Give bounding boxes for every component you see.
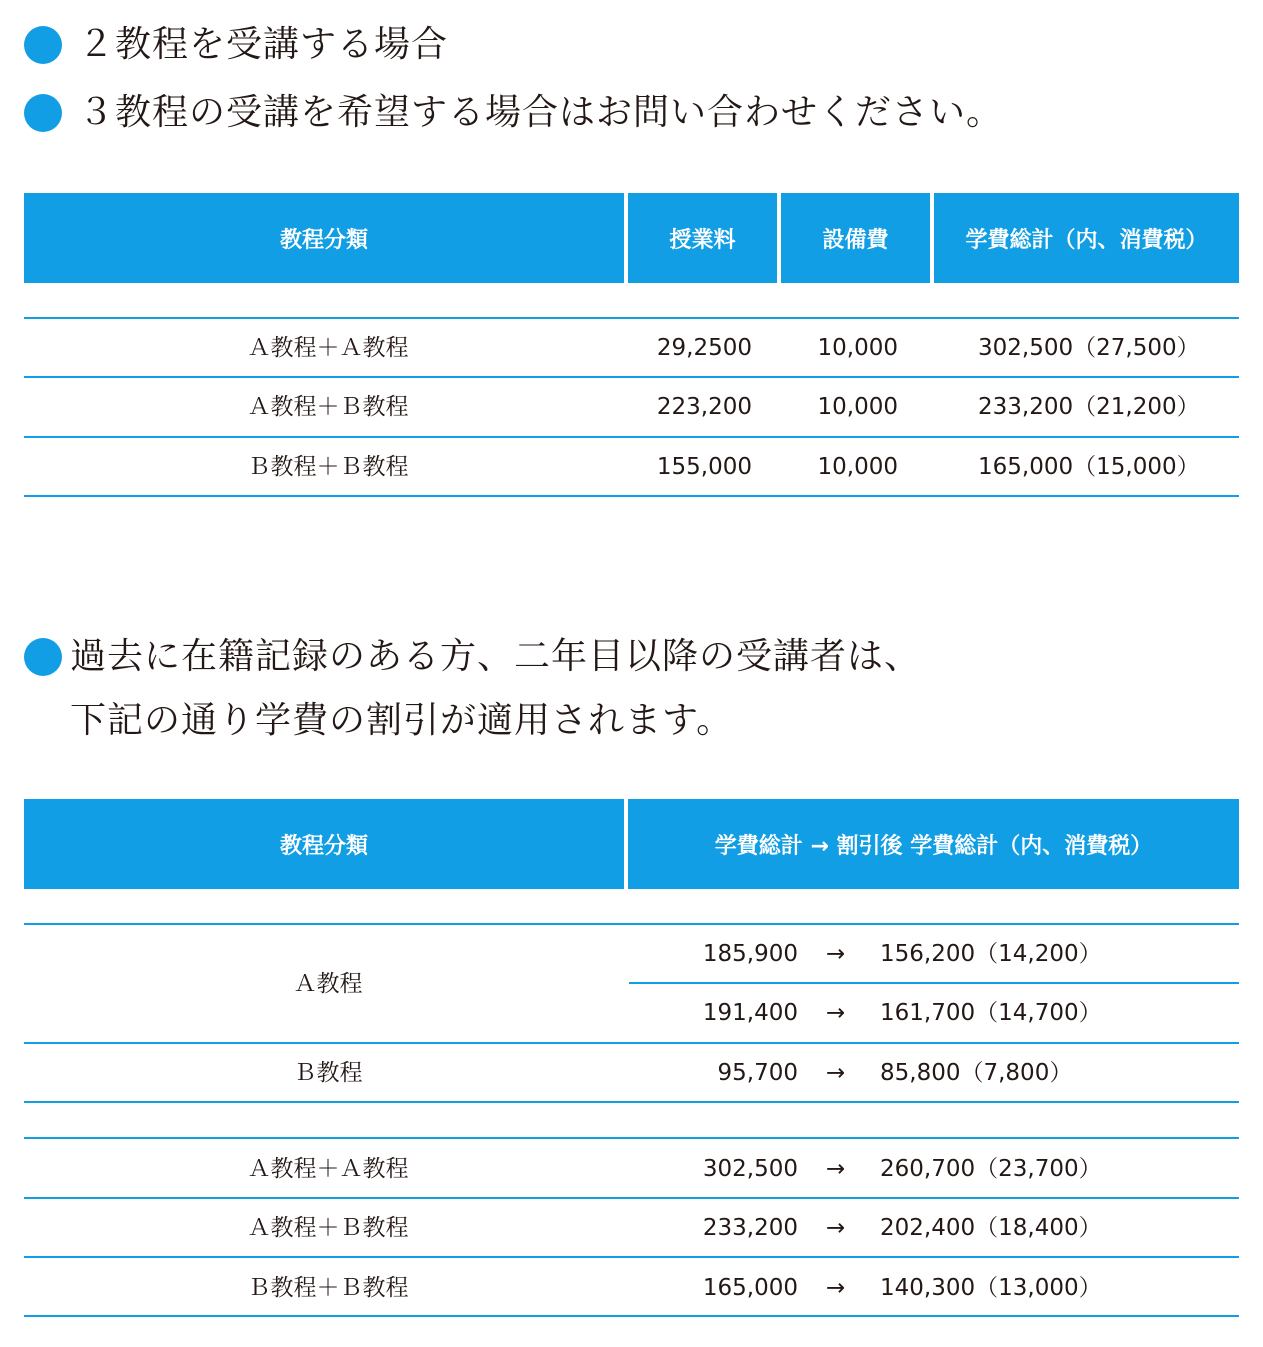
table-divider <box>24 1315 1239 1317</box>
table-divider <box>24 1042 1239 1044</box>
cell-total: 302,500（27,500） <box>978 335 1200 361</box>
cell-facility: 10,000 <box>817 335 898 361</box>
cell-tuition: 29,2500 <box>656 335 752 361</box>
cell-after: 85,800（7,800） <box>880 1060 1073 1086</box>
bullet-dot-icon <box>24 638 62 676</box>
cell-before: 191,400 <box>702 1000 798 1026</box>
arrow-icon: → <box>826 941 846 967</box>
cell-after: 161,700（14,700） <box>880 1000 1102 1026</box>
arrow-icon: → <box>826 1275 846 1301</box>
th-tuition: 授業料 <box>628 193 777 283</box>
table-divider <box>24 376 1239 378</box>
cell-category: Ａ教程＋Ａ教程 <box>247 1156 409 1182</box>
cell-facility: 10,000 <box>817 454 898 480</box>
cell-total: 233,200（21,200） <box>978 394 1200 420</box>
table-divider <box>24 495 1239 497</box>
cell-before: 233,200 <box>702 1215 798 1241</box>
arrow-icon: → <box>826 1215 846 1241</box>
cell-tuition: 223,200 <box>656 394 752 420</box>
cell-category: Ａ教程 <box>293 971 363 997</box>
arrow-icon: → <box>826 1156 846 1182</box>
cell-after: 260,700（23,700） <box>880 1156 1102 1182</box>
cell-before: 95,700 <box>717 1060 798 1086</box>
discount-note: 下記の通り学費の割引が適用されます。 <box>70 700 734 741</box>
table-divider <box>24 1197 1239 1199</box>
bullet-text: ３教程の受講を希望する場合はお問い合わせください。 <box>78 92 1004 133</box>
cell-category: Ａ教程＋Ｂ教程 <box>247 394 409 420</box>
table-divider <box>629 982 1239 984</box>
th-facility: 設備費 <box>781 193 930 283</box>
th-total: 学費総計（内、消費税） <box>934 193 1239 283</box>
table-divider <box>24 1137 1239 1139</box>
cell-category: Ｂ教程＋Ｂ教程 <box>247 1275 409 1301</box>
table-divider <box>24 317 1239 319</box>
bullet-two-courses <box>24 26 448 64</box>
th-category: 教程分類 <box>24 193 624 283</box>
table-divider <box>24 1101 1239 1103</box>
table-divider <box>24 436 1239 438</box>
bullet-dot-icon <box>24 94 62 132</box>
cell-after: 156,200（14,200） <box>880 941 1102 967</box>
bullet-text: 過去に在籍記録のある方、二年目以降の受講者は、 <box>70 636 922 677</box>
table-divider <box>24 923 1239 925</box>
arrow-icon: → <box>826 1060 846 1086</box>
cell-after: 140,300（13,000） <box>880 1275 1102 1301</box>
bullet-text: ２教程を受講する場合 <box>78 24 449 65</box>
table1-header <box>24 193 1239 283</box>
bullet-discount <box>24 638 921 676</box>
cell-category: Ｂ教程 <box>293 1060 363 1086</box>
arrow-icon: → <box>826 1000 846 1026</box>
cell-category: Ａ教程＋Ａ教程 <box>247 335 409 361</box>
cell-facility: 10,000 <box>817 394 898 420</box>
bullet-dot-icon <box>24 26 62 64</box>
cell-total: 165,000（15,000） <box>978 454 1200 480</box>
cell-category: Ｂ教程＋Ｂ教程 <box>247 454 409 480</box>
cell-before: 302,500 <box>702 1156 798 1182</box>
cell-before: 185,900 <box>702 941 798 967</box>
table2-header <box>24 799 1239 889</box>
cell-category: Ａ教程＋Ｂ教程 <box>247 1215 409 1241</box>
table-divider <box>24 1256 1239 1258</box>
cell-after: 202,400（18,400） <box>880 1215 1102 1241</box>
cell-before: 165,000 <box>702 1275 798 1301</box>
th-discount-total: 学費総計 → 割引後 学費総計（内、消費税） <box>628 799 1239 889</box>
cell-tuition: 155,000 <box>656 454 752 480</box>
th-category: 教程分類 <box>24 799 624 889</box>
bullet-three-courses <box>24 94 1003 132</box>
